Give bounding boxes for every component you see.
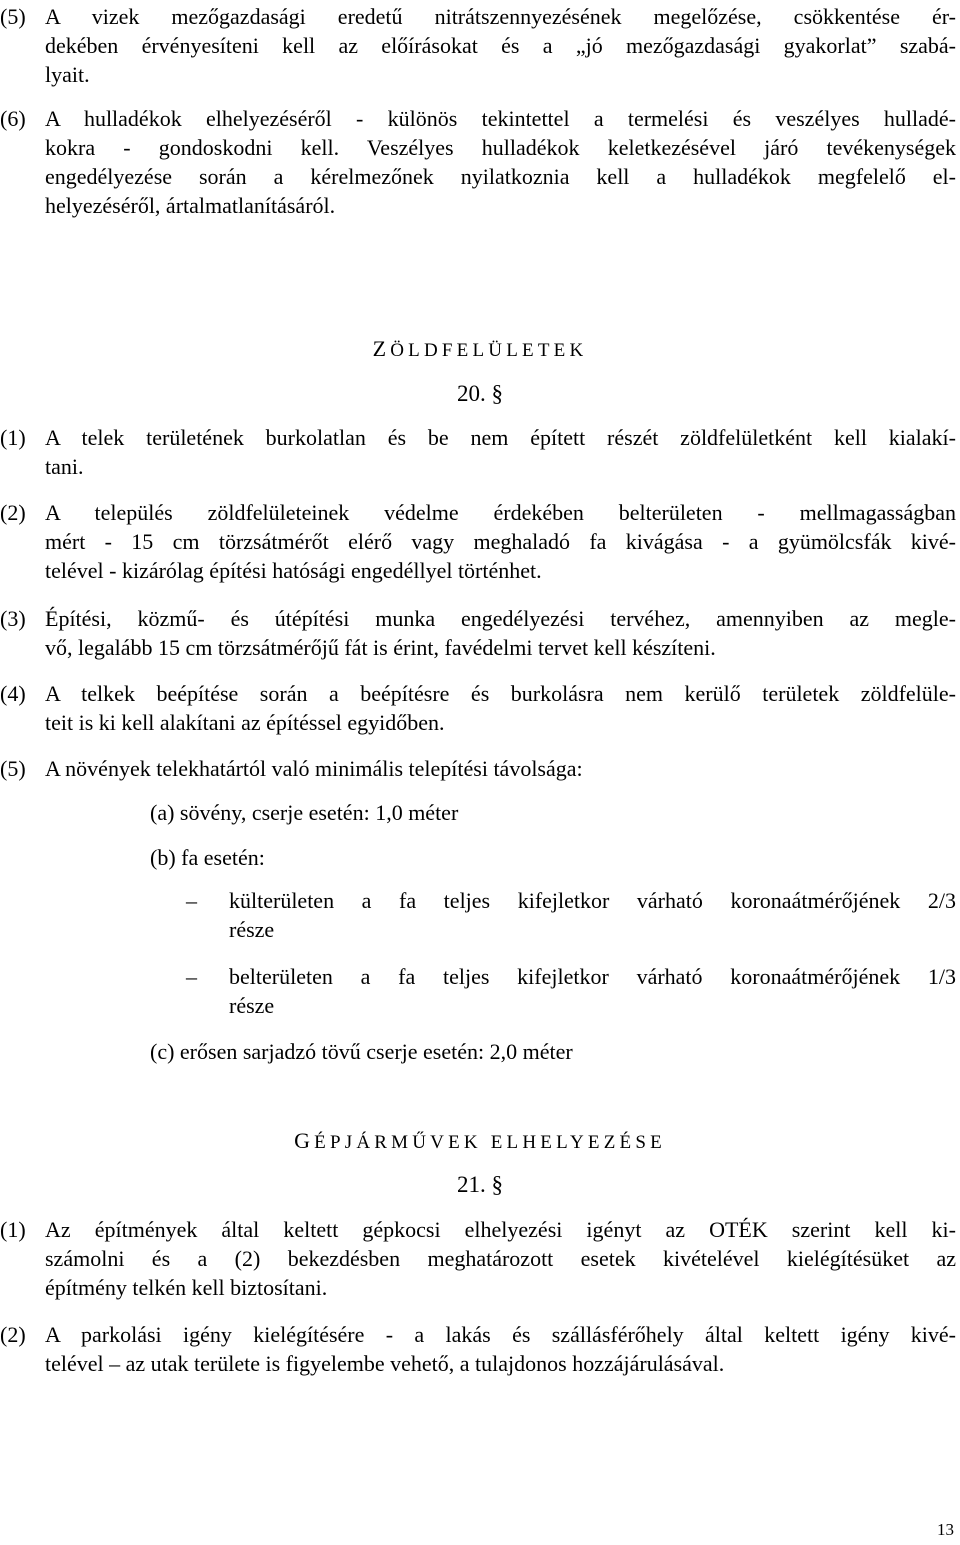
section20-paragraph-1	[0, 423, 956, 481]
paragraph-line: A hulladékok elhelyezéséről - különös tekintettel a termelési és veszélyes hulladé-	[45, 106, 956, 131]
section21-paragraph-2	[0, 1320, 956, 1378]
sub-item-c: (c) erősen sarjadzó tövű cserje esetén: 2,0 méter	[150, 1039, 573, 1064]
paragraph-line: telével – az utak területe is figyelembe vehető, a tulajdonos hozzájárulásával.	[45, 1351, 725, 1376]
section-heading-gepjarmuvek	[0, 1129, 960, 1155]
paragraph-line: helyezéséről, ártalmatlanításáról.	[45, 193, 336, 218]
paragraph-line: vő, legalább 15 cm törzsátmérőjű fát is érint, favédelmi tervet kell készíteni.	[45, 635, 716, 660]
page-number: 13	[937, 1520, 954, 1539]
section20-paragraph-4	[0, 679, 956, 737]
section-sign: §	[491, 1172, 503, 1197]
dash-item-line: belterületen a fa teljes kifejletkor várható koronaátmérőjének 1/3	[229, 964, 956, 989]
paragraph-line: A telek területének burkolatlan és be nem épített részét zöldfelületként kell kialakí-	[45, 425, 956, 450]
section20-paragraph-2	[0, 498, 956, 585]
dash-item-line: külterületen a fa teljes kifejletkor várható koronaátmérőjének 2/3	[229, 888, 956, 913]
paragraph-line: tani.	[45, 454, 84, 479]
paragraph-number: (3)	[0, 606, 26, 631]
paragraph-number: (5)	[0, 756, 26, 781]
heading-initial: G	[294, 1128, 315, 1153]
dash-item-line: része	[229, 993, 275, 1018]
paragraph-line: A telkek beépítése során a beépítésre és burkolásra nem kerülő területek zöldfelüle-	[45, 681, 956, 706]
heading-initial: Z	[372, 336, 391, 361]
section-number: 20.	[457, 381, 486, 406]
paragraph-line: kokra - gondoskodni kell. Veszélyes hulladékok keletkezésével járó tevékenységek	[45, 135, 956, 160]
paragraph-prev-6	[0, 104, 956, 220]
paragraph-number: (2)	[0, 500, 26, 525]
paragraph-line: építmény telkén kell biztosítani.	[45, 1275, 328, 1300]
paragraph-line: engedélyezése során a kérelmezőnek nyilatkoznia kell a hulladékok megfelelő el-	[45, 164, 956, 189]
dash-item-line: része	[229, 917, 275, 942]
paragraph-line: Az építmények által keltett gépkocsi elhelyezési igényt az OTÉK szerint kell ki-	[45, 1217, 956, 1242]
section-number-21	[0, 1170, 960, 1199]
dash-item-kulterulet	[186, 886, 956, 944]
paragraph-number: (6)	[0, 106, 26, 131]
dash-bullet: –	[186, 888, 197, 913]
section-sign: §	[491, 381, 503, 406]
paragraph-number: (5)	[0, 4, 26, 29]
section20-paragraph-3	[0, 604, 956, 662]
paragraph-line: A település zöldfelületeinek védelme érdekében belterületen - mellmagasságban	[45, 500, 956, 525]
paragraph-line: telével - kizárólag építési hatósági engedéllyel történhet.	[45, 558, 542, 583]
paragraph-number: (2)	[0, 1322, 26, 1347]
sub-item-a: (a) sövény, cserje esetén: 1,0 méter	[150, 800, 459, 825]
paragraph-line: dekében érvényesíteni kell az előírásokat és a „jó mezőgazdasági gyakorlat” szabá-	[45, 33, 956, 58]
dash-item-belterulet	[186, 962, 956, 1020]
sub-item-b: (b) fa esetén:	[150, 845, 265, 870]
section-heading-zoldfeluletek	[0, 337, 960, 363]
paragraph-line: számolni és a (2) bekezdésben meghatározott esetek kivételével kielégítésüket az	[45, 1246, 956, 1271]
heading-rest: ÉPJÁRMŰVEK ELHELYEZÉSE	[314, 1132, 666, 1153]
paragraph-prev-5	[0, 2, 956, 89]
paragraph-line: A növények telekhatártól való minimális telepítési távolsága:	[45, 756, 583, 781]
paragraph-line: A vizek mezőgazdasági eredetű nitrátszennyezésének megelőzése, csökkentése ér-	[45, 4, 956, 29]
paragraph-number: (1)	[0, 425, 26, 450]
paragraph-line: Építési, közmű- és útépítési munka engedélyezési tervéhez, amennyiben az megle-	[45, 606, 956, 631]
section-number-20	[0, 379, 960, 408]
paragraph-number: (4)	[0, 681, 26, 706]
section20-paragraph-5	[0, 754, 956, 783]
paragraph-line: lyait.	[45, 62, 90, 87]
dash-bullet: –	[186, 964, 197, 989]
section-number: 21.	[457, 1172, 486, 1197]
paragraph-line: mért - 15 cm törzsátmérőt elérő vagy meghaladó fa kivágása - a gyümölcsfák kivé-	[45, 529, 956, 554]
paragraph-number: (1)	[0, 1217, 26, 1242]
paragraph-line: A parkolási igény kielégítésére - a lakás és szállásférőhely által keltett igény kivé-	[45, 1322, 956, 1347]
section21-paragraph-1	[0, 1215, 956, 1302]
paragraph-line: teit is ki kell alakítani az építéssel egyidőben.	[45, 710, 445, 735]
heading-rest: ÖLDFELÜLETEK	[390, 340, 588, 361]
